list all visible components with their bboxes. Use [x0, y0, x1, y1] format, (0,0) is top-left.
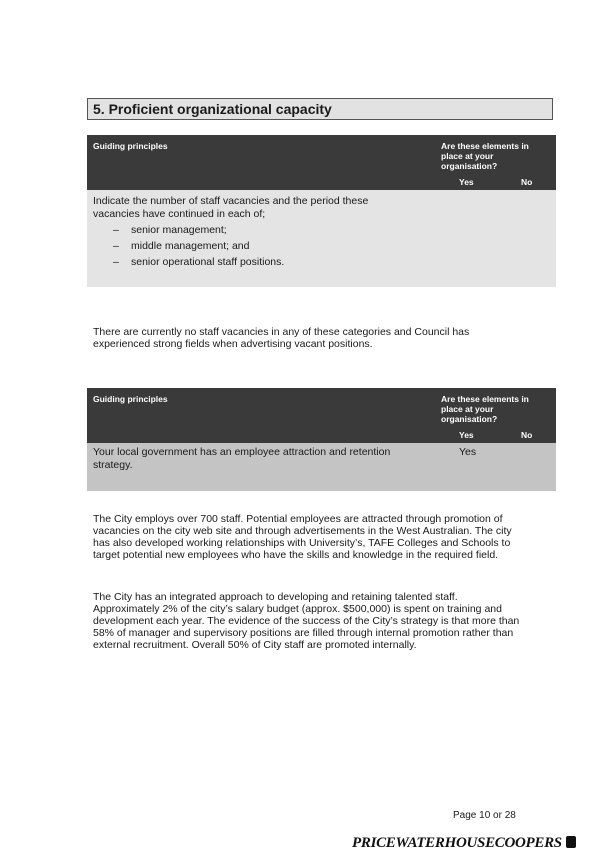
header-no: No — [521, 430, 533, 440]
page-number: Page 10 or 28 — [453, 810, 516, 821]
header-yes: Yes — [459, 430, 474, 440]
bullet-list — [93, 224, 413, 269]
table-header — [87, 388, 556, 443]
list-item: – middle management; and — [113, 240, 250, 252]
header-guiding-principles: Guiding principles — [93, 394, 168, 404]
table-header — [87, 135, 556, 190]
guiding-principles-table-2 — [87, 388, 556, 491]
yes-value: Yes — [459, 446, 477, 458]
row-text: Your local government has an employee attraction and retention strategy. — [93, 446, 391, 471]
row-text — [93, 195, 413, 272]
table-row — [87, 190, 556, 287]
paragraph-vacancies: There are currently no staff vacancies in any of these categories and Council has experienced strong fields when advertising vacant positions. — [93, 326, 470, 350]
list-item: – senior management; — [113, 224, 227, 236]
section-title: 5. Proficient organizational capacity — [93, 101, 332, 117]
paragraph-retention: The City has an integrated approach to developing and retaining talented staff. Approximately 2% of the city’s salary budget (approx. $500,000) is spent on training and development each year. The evidence of the success of the City’s strategy is that more than 58% of manager and supervisory positions are filled through internal promotion rather than external recruitment. Overall 50% of City staff are promoted internally. — [93, 591, 520, 651]
section-heading — [87, 98, 553, 120]
logo-mark-icon — [566, 836, 576, 848]
paragraph-attraction: The City employs over 700 staff. Potential employees are attracted through promotion of vacancies on the city web site and through advertisements in the West Australian. The city has also developed working relationships with University’s, TAFE Colleges and Schools to target potential new employees who have the skills and knowledge in the required field. — [93, 513, 512, 561]
list-item: – senior operational staff positions. — [113, 256, 285, 268]
header-no: No — [521, 177, 533, 187]
header-elements-question: Are these elements in place at your organisation? — [441, 141, 529, 171]
logo-text: PRICEWATERHOUSECOOPERS — [352, 835, 562, 851]
row-intro: Indicate the number of staff vacancies and the period these vacancies have continued in each of; — [93, 195, 369, 220]
header-yes: Yes — [459, 177, 474, 187]
guiding-principles-table-1 — [87, 135, 556, 287]
table-row — [87, 443, 556, 491]
header-elements-question: Are these elements in place at your organisation? — [441, 394, 529, 424]
header-guiding-principles: Guiding principles — [93, 141, 168, 151]
pwc-logo — [352, 835, 576, 852]
